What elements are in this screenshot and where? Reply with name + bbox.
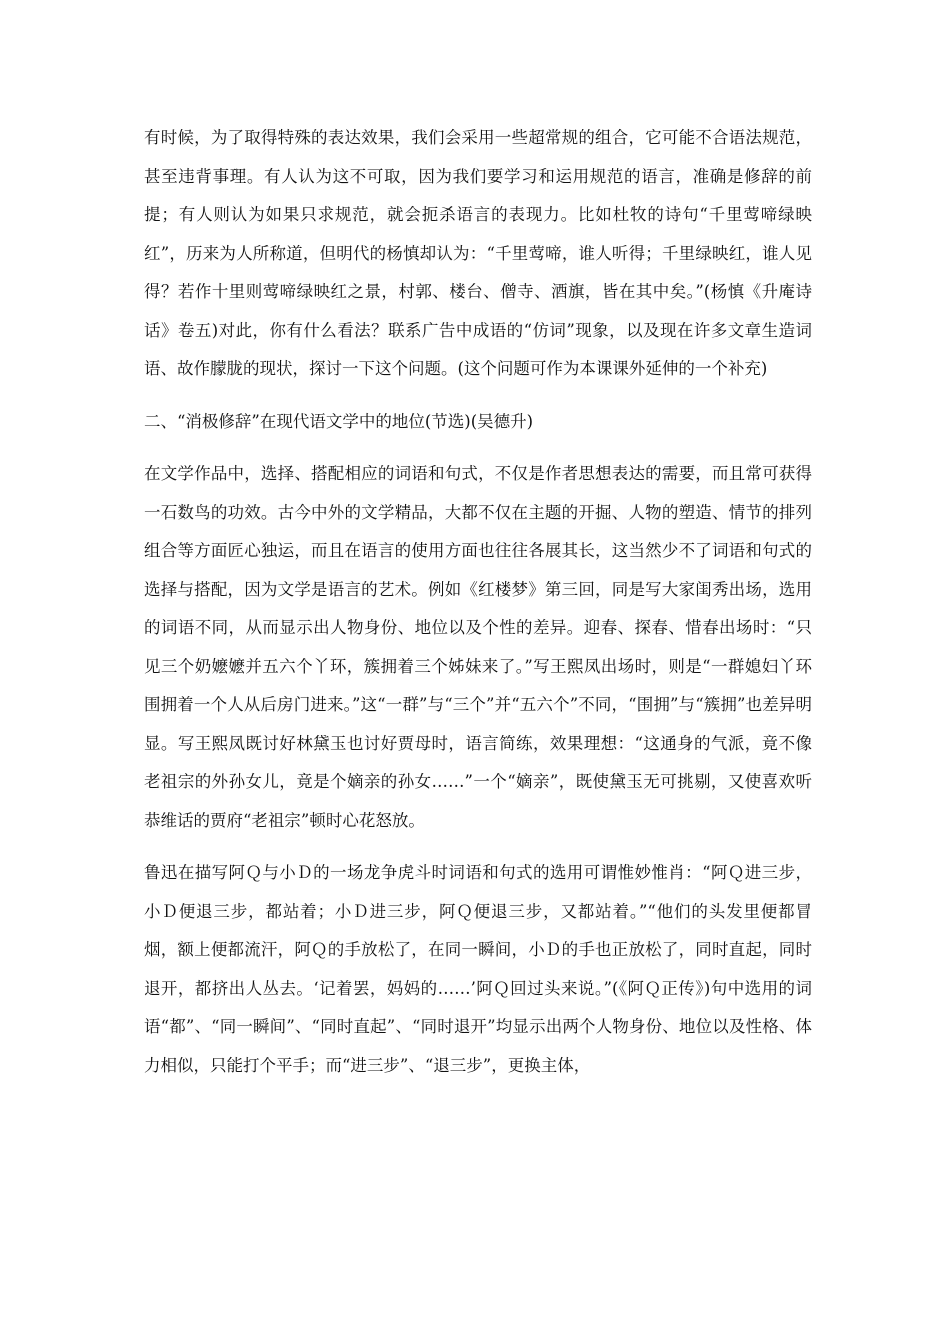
paragraph-intro: 有时候，为了取得特殊的表达效果，我们会采用一些超常规的组合，它可能不合语法规范，甚至违背事理。有人认为这不可取，因为我们要学习和运用规范的语言，准确是修辞的前提；有人则认为如果只求规范，就会扼杀语言的表现力。比如杜牧的诗句“千里莺啼绿映红”，历来为人所称道，但明代的杨慎却认为：“千里莺啼，谁人听得；千里绿映红，谁人见得？若作十里则莺啼绿映红之景，村郭、楼台、僧寺、酒旗，皆在其中矣。”(杨慎《升庵诗话》卷五)对此，你有什么看法？联系广告中成语的“仿词”现象，以及现在许多文章生造词语、故作朦胧的现状，探讨一下这个问题。(这个问题可作为本课课外延伸的一个补充) bbox=[144, 128, 812, 378]
section-heading: 二、“消极修辞”在现代语文学中的地位(节选)(吴德升) bbox=[144, 411, 534, 431]
paragraph-honglou: 在文学作品中，选择、搭配相应的词语和句式，不仅是作者思想表达的需要，而且常可获得一石数鸟的功效。古今中外的文学精品，大都不仅在主题的开掘、人物的塑造、情节的排列组合等方面匠心独运，而且在语言的使用方面也往往各展其长，这当然少不了词语和句式的选择与搭配，因为文学是语言的艺术。例如《红楼梦》第三回，同是写大家闺秀出场，选用的词语不同，从而显示出人物身份、地位以及个性的差异。迎春、探春、惜春出场时：“只见三个奶嬷嬷并五六个丫环，簇拥着三个姊妹来了。”写王熙凤出场时，则是“一群媳妇丫环围拥着一个人从后房门进来。”这“一群”与“三个”并“五六个”不同，“围拥”与“簇拥”也差异明显。写王熙凤既讨好林黛玉也讨好贾母时，语言简练，效果理想：“这通身的气派，竟不像老祖宗的外孙女儿，竟是个嫡亲的孙女……”一个“嫡亲”，既使黛玉无可挑剔，又使喜欢听恭维话的贾府“老祖宗”顿时心花怒放。 bbox=[144, 464, 812, 830]
paragraph-luxun: 鲁迅在描写阿Ｑ与小Ｄ的一场龙争虎斗时词语和句式的选用可谓惟妙惟肖：“阿Ｑ进三步，小Ｄ便退三步，都站着；小Ｄ进三步，阿Ｑ便退三步，又都站着。”“他们的头发里便都冒烟，额上便都流汗，阿Ｑ的手放松了，在同一瞬间，小Ｄ的手也正放松了，同时直起，同时退开，都挤出人丛去。‘记着罢，妈妈的……’阿Ｑ回过头来说。”(《阿Ｑ正传》)句中选用的词语“都”、“同一瞬间”、“同时直起”、“同时退开”均显示出两个人物身份、地位以及性格、体力相似，只能打个平手；而“进三步”、“退三步”，更换主体， bbox=[144, 863, 812, 1075]
document-body bbox=[144, 119, 812, 1085]
